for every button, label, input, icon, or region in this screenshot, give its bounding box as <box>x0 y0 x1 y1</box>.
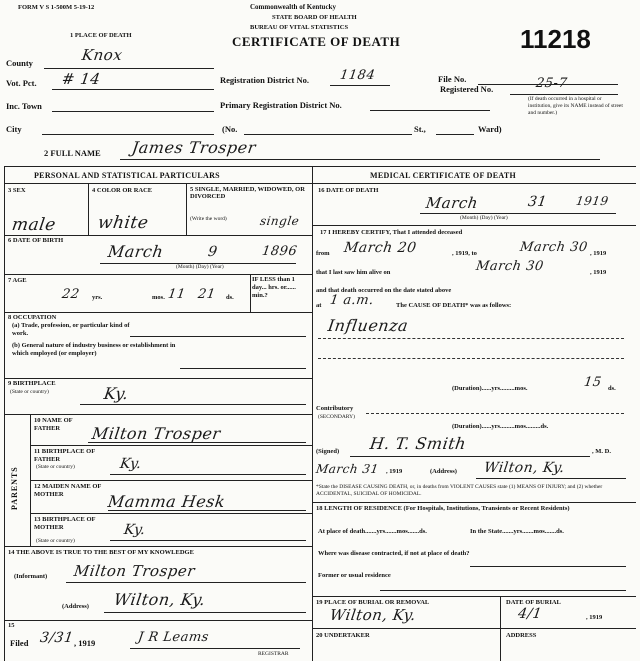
marital-label: 5 SINGLE, MARRIED, WIDOWED, OR DIVORCED <box>190 186 305 200</box>
age-label: 7 AGE <box>8 277 27 284</box>
burial-label: 19 PLACE OF BURIAL OR REMOVAL <box>316 599 430 606</box>
address-value: Wilton, Ky. <box>112 590 207 609</box>
duration-days: 15 <box>582 375 603 390</box>
dob-units: (Month) (Day) (Year) <box>176 264 224 270</box>
sex-value: male <box>10 215 58 235</box>
cause-label: The CAUSE OF DEATH* was as follows: <box>396 302 512 309</box>
sig-date: March 31 <box>315 462 380 476</box>
duration-ds: ds. <box>608 385 616 392</box>
md-label: , M. D. <box>592 448 611 455</box>
sig-year: , 1919 <box>386 468 403 475</box>
bureau: BUREAU OF VITAL STATISTICS <box>250 24 349 31</box>
hospital-note: (If death occurred in a hospital or institution, give its NAME instead of street and number.) <box>528 96 623 116</box>
mother-bp-value: Ky. <box>122 522 147 538</box>
from-value: March 20 <box>342 240 418 256</box>
sig-address-value: Wilton, Ky. <box>482 460 566 476</box>
at-place-label: At place of death.......yrs.......mos.......ds. <box>318 528 427 535</box>
informant-header: 14 THE ABOVE IS TRUE TO THE BEST OF MY KNOWLEDGE <box>8 549 194 556</box>
age-mos: 11 <box>166 287 187 302</box>
duration2-label: (Duration)......yrs.........mos.........ds. <box>452 423 549 430</box>
informant-label: (Informant) <box>14 573 48 580</box>
dob-label: 6 DATE OF BIRTH <box>8 237 64 244</box>
commonwealth: Commonwealth of Kentucky <box>250 3 336 11</box>
alive-value: March 30 <box>474 259 545 274</box>
father-name-label: 10 NAME OF FATHER <box>34 417 73 432</box>
dod-day: 31 <box>526 194 548 210</box>
filed-number: 15 <box>8 622 15 629</box>
burial-date-value: 4/1 <box>516 606 544 622</box>
registered-value: 25-7 <box>534 76 569 91</box>
footnote: *State the DISEASE CAUSING DEATH, or, in deaths from VIOLENT CAUSES state (1) MEANS OF INJURY; and (2) whether ACCIDENTAL, SUICIDAL OF HOMICIDAL. <box>316 484 603 497</box>
address-label: (Address) <box>62 603 89 610</box>
vot-pct-value: # 14 <box>60 70 102 88</box>
alive-year: , 1919 <box>590 269 607 276</box>
occurred-label: and that death occurred on the date stated above <box>316 287 452 294</box>
filed-date: 3/31 <box>38 630 75 646</box>
father-name-value: Milton Trosper <box>90 424 222 443</box>
filed-label: Filed <box>10 638 29 648</box>
reg-district-value: 1184 <box>338 68 377 83</box>
less-than-label: IF LESS than 1 day... hrs. or...... min.? <box>252 276 296 299</box>
color-label: 4 COLOR OR RACE <box>92 187 153 194</box>
undertaker-label: 20 UNDERTAKER <box>316 632 370 639</box>
dob-day: 9 <box>206 244 219 260</box>
alive-label: that I last saw him alive on <box>316 269 391 276</box>
birthplace-note: (State or country) <box>10 389 49 395</box>
father-bp-note: (State or country) <box>36 464 75 470</box>
color-value: white <box>96 213 150 233</box>
age-mos-label: mos. <box>152 294 165 301</box>
st-label: St., <box>414 124 426 134</box>
county-label: County <box>6 58 33 68</box>
burial-date-label: DATE OF BURIAL <box>506 599 561 606</box>
age-yrs: 22 <box>60 287 81 302</box>
dob-month: March <box>106 242 165 261</box>
primary-reg-label: Primary Registration District No. <box>220 100 342 110</box>
burial-value: Wilton, Ky. <box>328 606 418 624</box>
registered-label: Registered No. <box>440 84 494 94</box>
mother-bp-note: (State or country) <box>36 538 75 544</box>
file-no-label: File No. <box>438 74 467 84</box>
to-label: , 1919, to <box>452 250 477 257</box>
certificate-title: CERTIFICATE OF DEATH <box>232 34 401 49</box>
informant-value: Milton Trosper <box>72 562 197 580</box>
registrar-label: REGISTRAR <box>258 651 289 657</box>
duration-label: (Duration)......yrs.........mos. <box>452 385 528 392</box>
ward-label: Ward) <box>478 124 502 134</box>
signed-label: (Signed) <box>316 448 340 455</box>
place-of-death-header: 1 PLACE OF DEATH <box>70 32 132 39</box>
age-yrs-label: yrs. <box>92 294 103 301</box>
reg-district-label: Registration District No. <box>220 75 309 85</box>
mother-bp-label: 13 BIRTHPLACE OF MOTHER <box>34 516 96 531</box>
to-year: , 1919 <box>590 250 607 257</box>
file-number: 11218 <box>520 24 591 54</box>
full-name-value: James Trosper <box>130 138 258 157</box>
no-label: (No. <box>222 124 238 134</box>
age-ds-label: ds. <box>226 294 234 301</box>
age-days: 21 <box>196 287 217 302</box>
at-value: 1 a.m. <box>328 293 375 308</box>
form-id: FORM V S 1-500M 5-19-12 <box>18 4 95 11</box>
sex-label: 3 SEX <box>8 187 26 194</box>
parents-label: PARENTS <box>10 466 19 510</box>
former-label: Former or usual residence <box>318 572 391 579</box>
birthplace-label: 9 BIRTHPLACE <box>8 380 56 387</box>
occupation-label: 8 OCCUPATION <box>8 314 57 321</box>
at-label: at <box>316 302 322 309</box>
sig-address-label: (Address) <box>430 468 457 475</box>
residence-label: 18 LENGTH OF RESIDENCE (For Hospitals, Institutions, Transients or Recent Residents) <box>316 505 570 512</box>
marital-note: (Write the word) <box>190 216 227 222</box>
undertaker-address-label: ADDRESS <box>506 632 537 639</box>
city-label: City <box>6 124 22 134</box>
mother-name-value: Mamma Hesk <box>106 492 227 511</box>
filed-year: , 1919 <box>74 638 96 648</box>
contributory-label: Contributory <box>316 405 354 412</box>
from-label: from <box>316 250 330 257</box>
dod-year: 1919 <box>575 194 610 208</box>
to-value: March 30 <box>518 240 589 255</box>
full-name-label: 2 FULL NAME <box>44 148 101 158</box>
mother-name-label: 12 MAIDEN NAME OF MOTHER <box>34 483 102 498</box>
father-bp-value: Ky. <box>118 456 143 472</box>
dod-month: March <box>424 194 480 212</box>
birthplace-value: Ky. <box>102 384 130 403</box>
inc-town-label: Inc. Town <box>6 101 42 111</box>
dod-units: (Month) (Day) (Year) <box>460 215 508 221</box>
in-state-label: In the State.......yrs.......mos.......ds. <box>470 528 564 535</box>
certify-label: 17 I HEREBY CERTIFY, That I attended deceased <box>320 229 463 236</box>
occupation-a: (a) Trade, profession, or particular kind of work. <box>12 322 130 337</box>
marital-value: single <box>259 214 301 228</box>
signed-value: H. T. Smith <box>368 434 468 453</box>
cause-value: Influenza <box>326 316 410 335</box>
secondary-label: (SECONDARY) <box>318 414 355 420</box>
medical-header: MEDICAL CERTIFICATE OF DEATH <box>370 171 516 180</box>
registrar-signature: J R Leams <box>136 630 210 645</box>
dob-year: 1896 <box>260 244 299 259</box>
contracted-label: Where was disease contracted, if not at place of death? <box>318 550 470 557</box>
personal-header: PERSONAL AND STATISTICAL PARTICULARS <box>34 171 220 180</box>
board: STATE BOARD OF HEALTH <box>272 14 357 21</box>
vot-pct-label: Vot. Pct. <box>6 78 37 88</box>
county-value: Knox <box>80 46 124 64</box>
dod-label: 16 DATE OF DEATH <box>318 187 379 194</box>
burial-year: , 1919 <box>586 614 603 621</box>
occupation-b: (b) General nature of industry business or establishment in which employed (or employer) <box>12 342 176 357</box>
father-bp-label: 11 BIRTHPLACE OF FATHER <box>34 448 95 463</box>
